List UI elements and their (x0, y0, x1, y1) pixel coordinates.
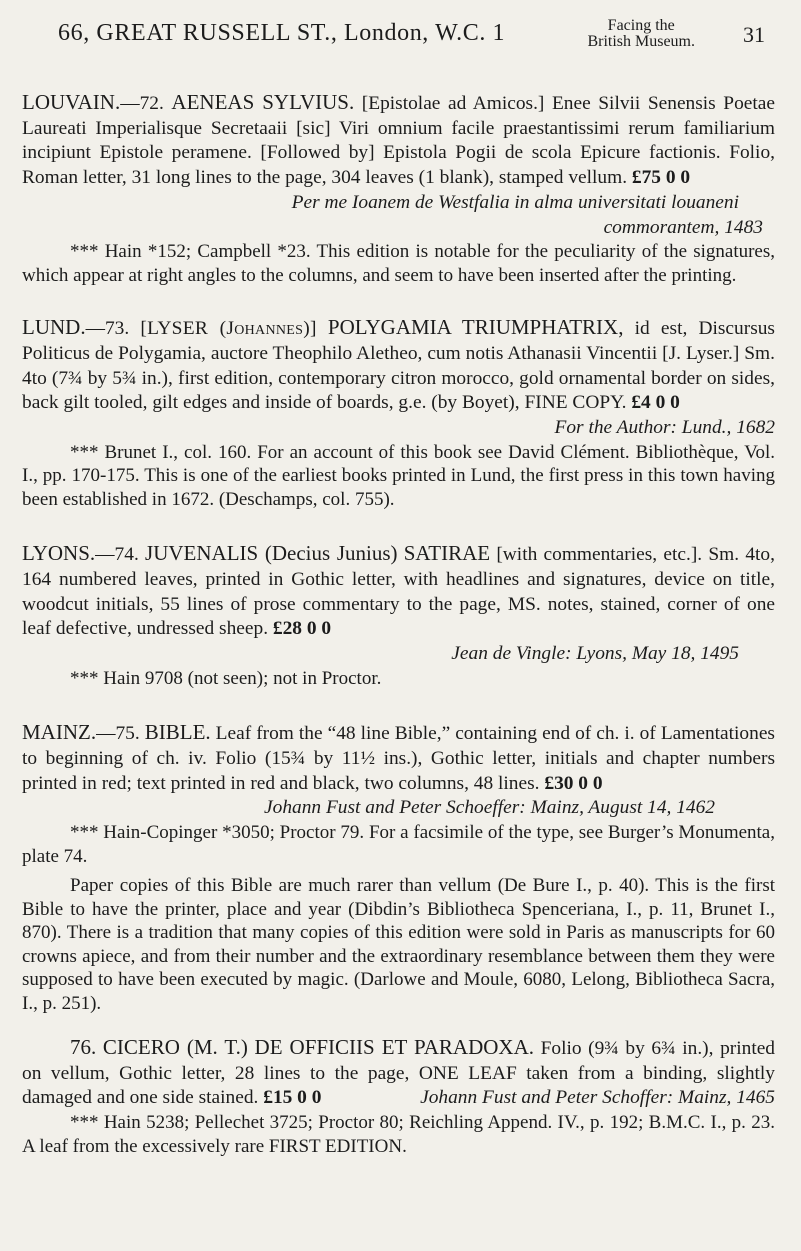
entry-place: LYONS. (22, 541, 96, 566)
entry-note: *** Brunet I., col. 160. For an account of this book see David Clément. Bibliothèque, Vol. I., pp. 170-175. This is one of the earliest books printed in Lund, the first press in this town having been established in 1672. (Deschamps, col. 755). (22, 441, 775, 510)
entry-author: AENEAS SYLVIUS. (171, 90, 355, 114)
entry-title: DE OFFICIIS ET PARADOXA. (254, 1035, 534, 1060)
page-number: 31 (743, 22, 765, 47)
imprint-line-1: Per me Ioanem de Westfalia in alma universitati louaneni (291, 191, 739, 213)
entry-imprint: For the Author: Lund., 1682 (554, 417, 775, 439)
imprint-line-2: commorantem, 1483 (603, 216, 763, 238)
entry-note-2: Paper copies of this Bible are much rarer than vellum (De Bure I., p. 40). This is the first Bible to have the printer, place and year (Dibdin’s Bibliotheca Spenceriana, I., p. 11, Brunet I., 870). There is a tradition that many copies of this edition were sold in Paris as manuscripts for 60 crowns apiece, and from their number and the extraordinary resemblance between them they were supposed to have been executed by magic. (Darlowe and Moule, 6080, Lelong, Bibliotheca Sacra, I., p. 251). (22, 875, 775, 1014)
entry-place: LOUVAIN. (22, 90, 121, 114)
entry-place: MAINZ. (22, 720, 97, 745)
entry-author: CICERO (M. T.) (102, 1035, 248, 1060)
entry-title: SATIRAE (403, 541, 491, 566)
address-line: 66, GREAT RUSSELL ST., London, W.C. 1 (58, 20, 506, 46)
imprint-line-1: Jean de Vingle: Lyons, May 18, 1495 (451, 643, 739, 665)
entry-price: £15 0 0 (263, 1087, 322, 1109)
entry-imprint: Johann Fust and Peter Schoffer: Mainz, 1465 (420, 1087, 775, 1109)
entry-description (22, 541, 775, 642)
entry-author: JUVENALIS (Decius Junius) (145, 541, 398, 566)
entry-price: £4 0 0 (631, 392, 680, 414)
entry-number: —74. (95, 544, 139, 566)
entry-note: *** Hain 5238; Pellechet 3725; Proctor 80; Reichling Append. IV., p. 192; B.M.C. I., p. 23. A leaf from the excessively rare FIRST EDITION. (22, 1112, 775, 1157)
entry-description (22, 1035, 775, 1111)
entry-place: LUND. (22, 315, 86, 340)
catalogue-entry-73 (22, 315, 775, 511)
catalogue-entry-74 (22, 541, 775, 690)
entry-body: Folio (9¾ by 6¾ in.), printed on vellum, Gothic letter, 28 lines to the page, ONE LEAF taken from a binding, slightly damaged and one side stained. (22, 1038, 776, 1109)
entry-body: Leaf from the “48 line Bible,” containing end of ch. i. of Lamentationes to beginning of ch. iv. Folio (15¾ by 11½ ins.), Gothic letter, initials and chapter numbers printed in red; text printed in red and black, two columns, 48 lines. (22, 723, 775, 794)
entry-price: £28 0 0 (272, 618, 332, 640)
entry-author: [LYSER (Johannes)] (140, 318, 317, 340)
page-header (22, 12, 775, 86)
entry-author: BIBLE. (144, 720, 211, 745)
entry-imprint (22, 191, 775, 216)
entry-body: [with commentaries, etc.]. Sm. 4to, 164 numbered leaves, printed in Gothic letter, with headlines and signatures, device on title, woodcut initials, 55 lines of prose commentary to the page, MS. notes, stained, corner of one leaf defective, undressed sheep. (22, 544, 775, 640)
facing-the-label: Facing the (607, 17, 675, 34)
entry-description (22, 315, 775, 439)
entry-note: *** Hain-Copinger *3050; Proctor 79. For a facsimile of the type, see Burger’s Monumenta, plate 74. (22, 822, 775, 867)
entry-body: [Epistolae ad Amicos.] Enee Silvii Senensis Poetae Laureati Imperialisque Secretaaii [sic] Viri omnium facile praestantissimi rerum familiarium incipiunt Epistole peramene. [Followed by] Epistola Pogii de scola Epicure factionis. Folio, Roman letter, 31 long lines to the page, 304 leaves (1 blank), stamped vellum. (22, 93, 775, 189)
entry-description (22, 720, 775, 796)
entry-title: POLYGAMIA TRIUMPHATRIX, (327, 315, 624, 340)
catalogue-entry-75 (22, 720, 775, 1015)
catalogue-entry-76 (22, 1035, 775, 1158)
entry-description (22, 90, 775, 191)
entry-imprint (22, 796, 775, 821)
entry-note: *** Hain 9708 (not seen); not in Proctor. (70, 667, 382, 689)
imprint-line-1: Johann Fust and Peter Schoeffer: Mainz, August 14, 1462 (264, 797, 715, 819)
entry-price: £75 0 0 (631, 167, 691, 189)
entry-price: £30 0 0 (544, 772, 603, 794)
entry-number: —72. (120, 93, 164, 114)
entry-imprint-2 (22, 216, 775, 241)
entry-imprint (22, 642, 775, 667)
entry-number: —73. (85, 318, 130, 340)
museum-label: British Museum. (587, 33, 695, 50)
catalogue-entry-72 (22, 90, 775, 287)
entry-body: id est, Discursus Politicus de Polygamia, auctore Theophilo Aletheo, cum notis Athanasii Vincentii [J. Lyser.] Sm. 4to (7¾ by 5¾ in.), first edition, contemporary citron morocco, gold ornamental border on sides, back gilt tooled, gilt edges and inside of boards, g.e. (by Boyet), (22, 318, 775, 414)
entry-number: 76. (70, 1035, 97, 1060)
fine-copy-label: FINE COPY. (524, 392, 627, 414)
entry-note: *** Hain *152; Campbell *23. This edition is notable for the peculiarity of the signatures, which appear at right angles to the columns, and seem to have been inserted after the printing. (22, 241, 775, 286)
facing-note (587, 18, 695, 50)
entry-number: —75. (96, 723, 140, 745)
